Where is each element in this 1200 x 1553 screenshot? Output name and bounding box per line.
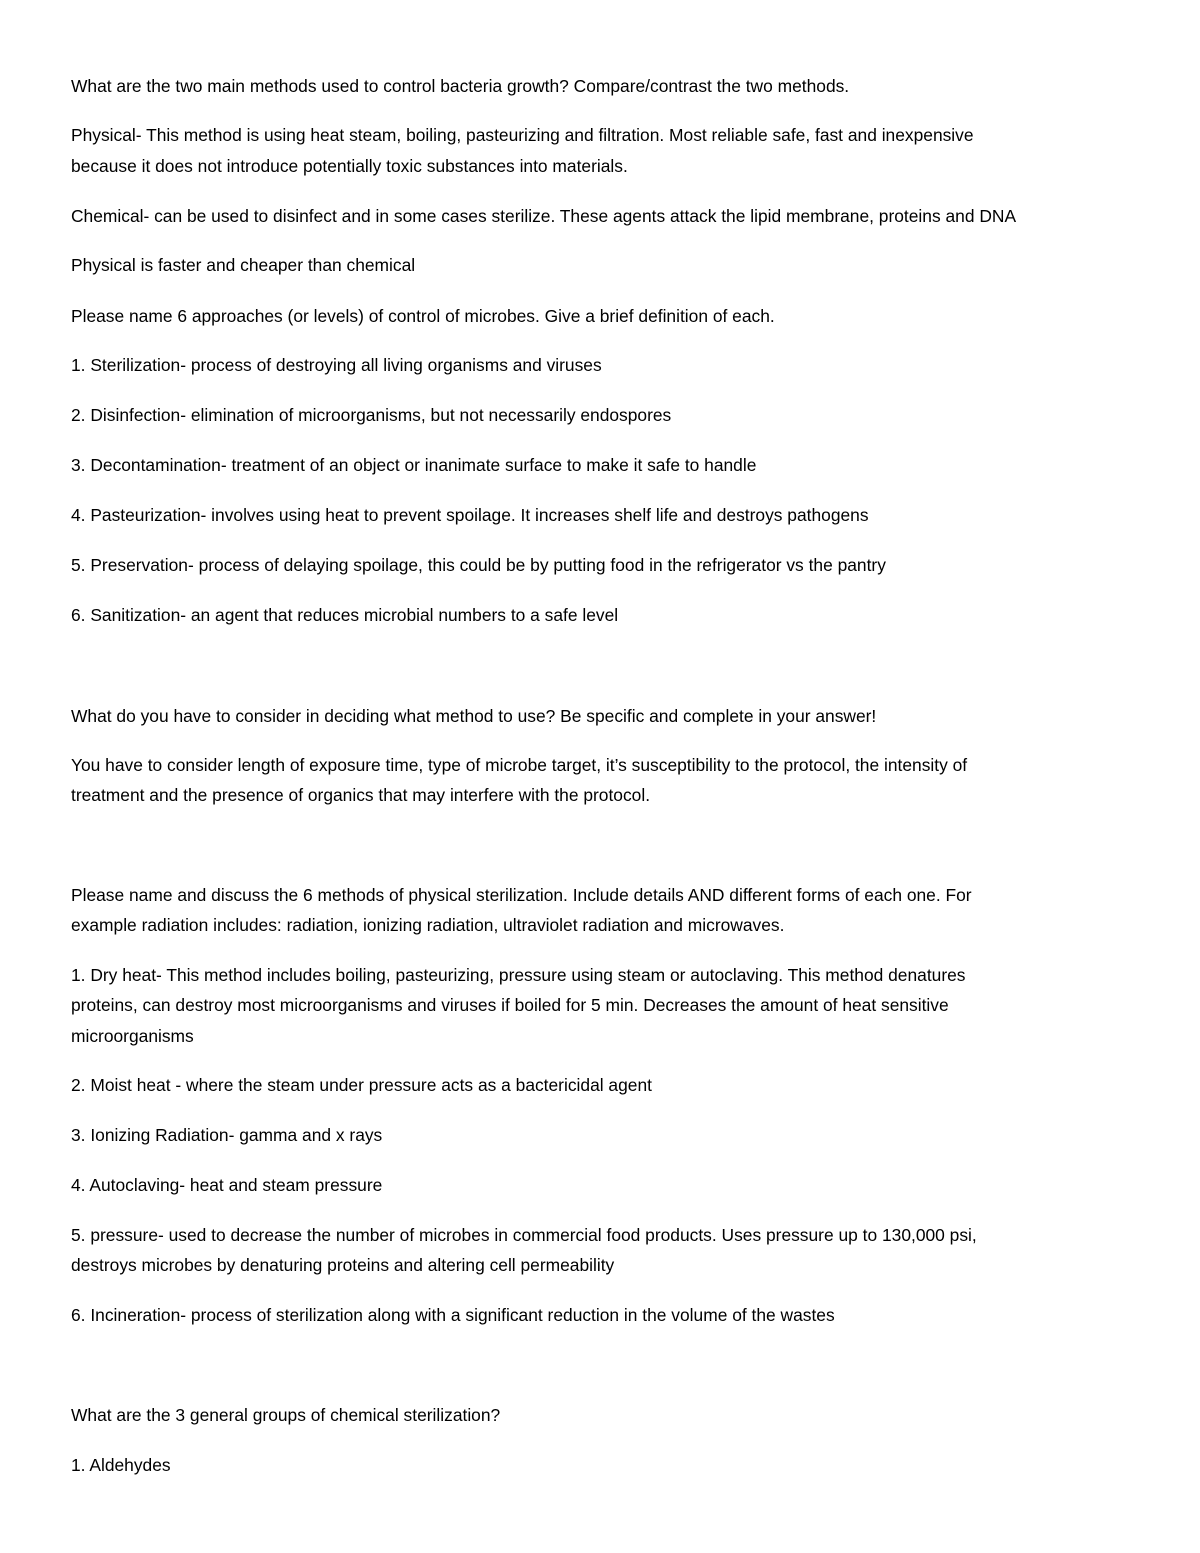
question-4-line-1: Please name and discuss the 6 methods of physical sterilization. Include details AND different forms of each one. For — [71, 885, 972, 905]
list-item: 3. Ionizing Radiation- gamma and x rays — [71, 1125, 383, 1145]
list-item: 5. pressure- used to decrease the number of microbes in commercial food products. Uses pressure up to 130,000 psi, — [71, 1225, 977, 1245]
question-4-line-2: example radiation includes: radiation, ionizing radiation, ultraviolet radiation and microwaves. — [71, 915, 785, 935]
list-item: 1. Dry heat- This method includes boiling, pasteurizing, pressure using steam or autoclaving. This method denatures — [71, 965, 966, 985]
list-item: 5. Preservation- process of delaying spoilage, this could be by putting food in the refrigerator vs the pantry — [71, 555, 886, 575]
list-item: 6. Incineration- process of sterilization along with a significant reduction in the volume of the wastes — [71, 1305, 835, 1325]
answer-3-line-2: treatment and the presence of organics that may interfere with the protocol. — [71, 785, 651, 805]
list-item: 1. Aldehydes — [71, 1455, 171, 1475]
list-item: 4. Pasteurization- involves using heat to prevent spoilage. It increases shelf life and destroys pathogens — [71, 505, 869, 525]
question-3: What do you have to consider in deciding what method to use? Be specific and complete in your answer! — [71, 706, 877, 726]
answer-physical-line-2: because it does not introduce potentially toxic substances into materials. — [71, 156, 628, 176]
list-item: 2. Moist heat - where the steam under pressure acts as a bactericidal agent — [71, 1075, 652, 1095]
list-item: 6. Sanitization- an agent that reduces microbial numbers to a safe level — [71, 605, 619, 625]
list-item: 2. Disinfection- elimination of microorganisms, but not necessarily endospores — [71, 405, 672, 425]
list-item-continuation: destroys microbes by denaturing proteins and altering cell permeability — [71, 1255, 615, 1275]
list-item: 3. Decontamination- treatment of an object or inanimate surface to make it safe to handle — [71, 455, 757, 475]
question-1: What are the two main methods used to control bacteria growth? Compare/contrast the two methods. — [71, 76, 850, 96]
list-item: 1. Sterilization- process of destroying all living organisms and viruses — [71, 355, 602, 375]
list-item: 4. Autoclaving- heat and steam pressure — [71, 1175, 383, 1195]
answer-chemical: Chemical- can be used to disinfect and in some cases sterilize. These agents attack the lipid membrane, proteins and DNA — [71, 206, 1017, 226]
answer-comparison: Physical is faster and cheaper than chemical — [71, 255, 416, 275]
answer-3-line-1: You have to consider length of exposure time, type of microbe target, it’s susceptibility to the protocol, the intensity of — [71, 755, 968, 775]
list-item-continuation: proteins, can destroy most microorganisms and viruses if boiled for 5 min. Decreases the amount of heat sensitive — [71, 995, 949, 1015]
list-item-continuation: microorganisms — [71, 1026, 194, 1046]
question-5: What are the 3 general groups of chemical sterilization? — [71, 1405, 501, 1425]
question-2: Please name 6 approaches (or levels) of control of microbes. Give a brief definition of each. — [71, 306, 775, 326]
answer-physical-line-1: Physical- This method is using heat steam, boiling, pasteurizing and filtration. Most reliable safe, fast and inexpensive — [71, 125, 974, 145]
